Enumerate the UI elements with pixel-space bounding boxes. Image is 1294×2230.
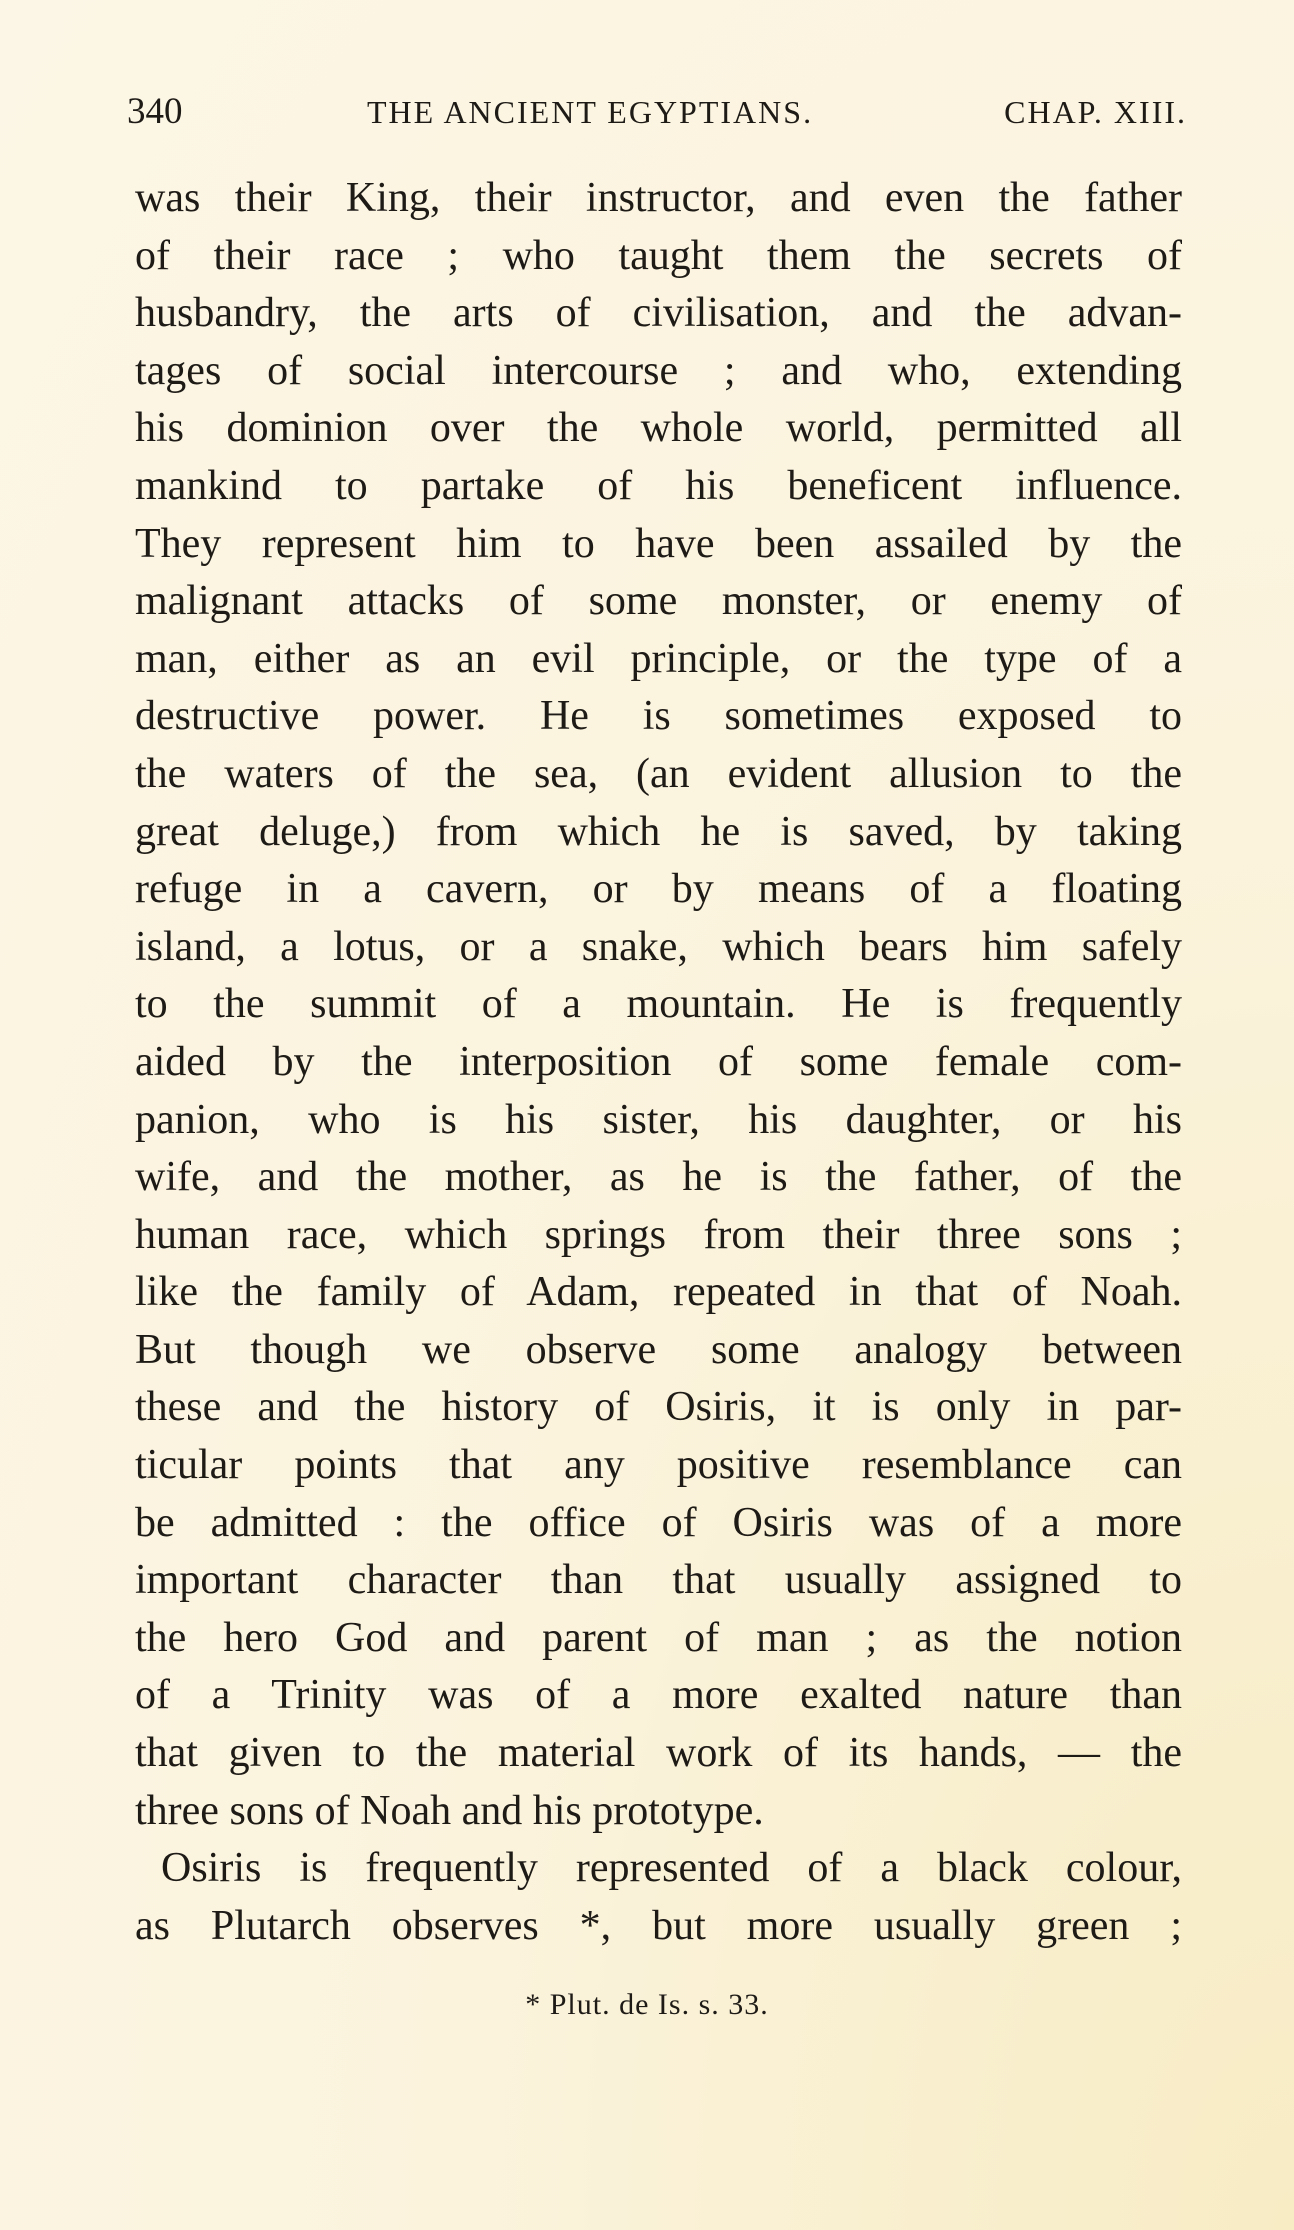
- text-line: as Plutarch observes *, but more usually green ;: [135, 1902, 1182, 1949]
- text-line: the waters of the sea, (an evident allusion to the: [135, 750, 1182, 797]
- body-text: [135, 170, 1182, 1955]
- text-line: the hero God and parent of man ; as the notion: [135, 1614, 1182, 1661]
- paragraph-start-line: Osiris is frequently represented of a black colour,: [161, 1845, 1182, 1892]
- text-line: But though we observe some analogy between: [135, 1326, 1182, 1373]
- text-line: island, a lotus, or a snake, which bears him safely: [135, 923, 1182, 970]
- text-line: panion, who is his sister, his daughter, or his: [135, 1096, 1182, 1143]
- text-line: human race, which springs from their three sons ;: [135, 1211, 1182, 1258]
- text-line: aided by the interposition of some female com-: [135, 1038, 1182, 1085]
- text-line: these and the history of Osiris, it is only in par-: [135, 1384, 1182, 1431]
- text-line: husbandry, the arts of civilisation, and the advan-: [135, 290, 1182, 337]
- text-line: tages of social intercourse ; and who, extending: [135, 347, 1182, 394]
- text-line: like the family of Adam, repeated in that of Noah.: [135, 1269, 1182, 1316]
- footnote: * Plut. de Is. s. 33.: [525, 1988, 769, 2021]
- text-line: that given to the material work of its hands, — the: [135, 1730, 1182, 1777]
- running-title: THE ANCIENT EGYPTIANS.: [367, 94, 814, 130]
- text-line: mankind to partake of his beneficent influence.: [135, 462, 1182, 509]
- running-header: [127, 90, 1187, 140]
- text-line: destructive power. He is sometimes exposed to: [135, 693, 1182, 740]
- text-line: important character than that usually assigned to: [135, 1557, 1182, 1604]
- text-line: wife, and the mother, as he is the father, of the: [135, 1154, 1182, 1201]
- page-number: 340: [127, 91, 183, 132]
- text-line: great deluge,) from which he is saved, by taking: [135, 808, 1182, 855]
- text-line: They represent him to have been assailed by the: [135, 520, 1182, 567]
- text-line: malignant attacks of some monster, or enemy of: [135, 578, 1182, 625]
- text-line: to the summit of a mountain. He is frequently: [135, 981, 1182, 1028]
- text-line: ticular points that any positive resemblance can: [135, 1442, 1182, 1489]
- text-line: of a Trinity was of a more exalted nature than: [135, 1672, 1182, 1719]
- chapter-label: CHAP. XIII.: [1004, 94, 1187, 130]
- paragraph-end-line: three sons of Noah and his prototype.: [135, 1787, 764, 1834]
- text-line: his dominion over the whole world, permitted all: [135, 405, 1182, 452]
- text-line: refuge in a cavern, or by means of a floating: [135, 866, 1182, 913]
- text-line: of their race ; who taught them the secrets of: [135, 232, 1182, 279]
- text-line: be admitted : the office of Osiris was of a more: [135, 1499, 1182, 1546]
- text-line: man, either as an evil principle, or the type of a: [135, 635, 1182, 682]
- text-line: was their King, their instructor, and even the father: [135, 175, 1182, 221]
